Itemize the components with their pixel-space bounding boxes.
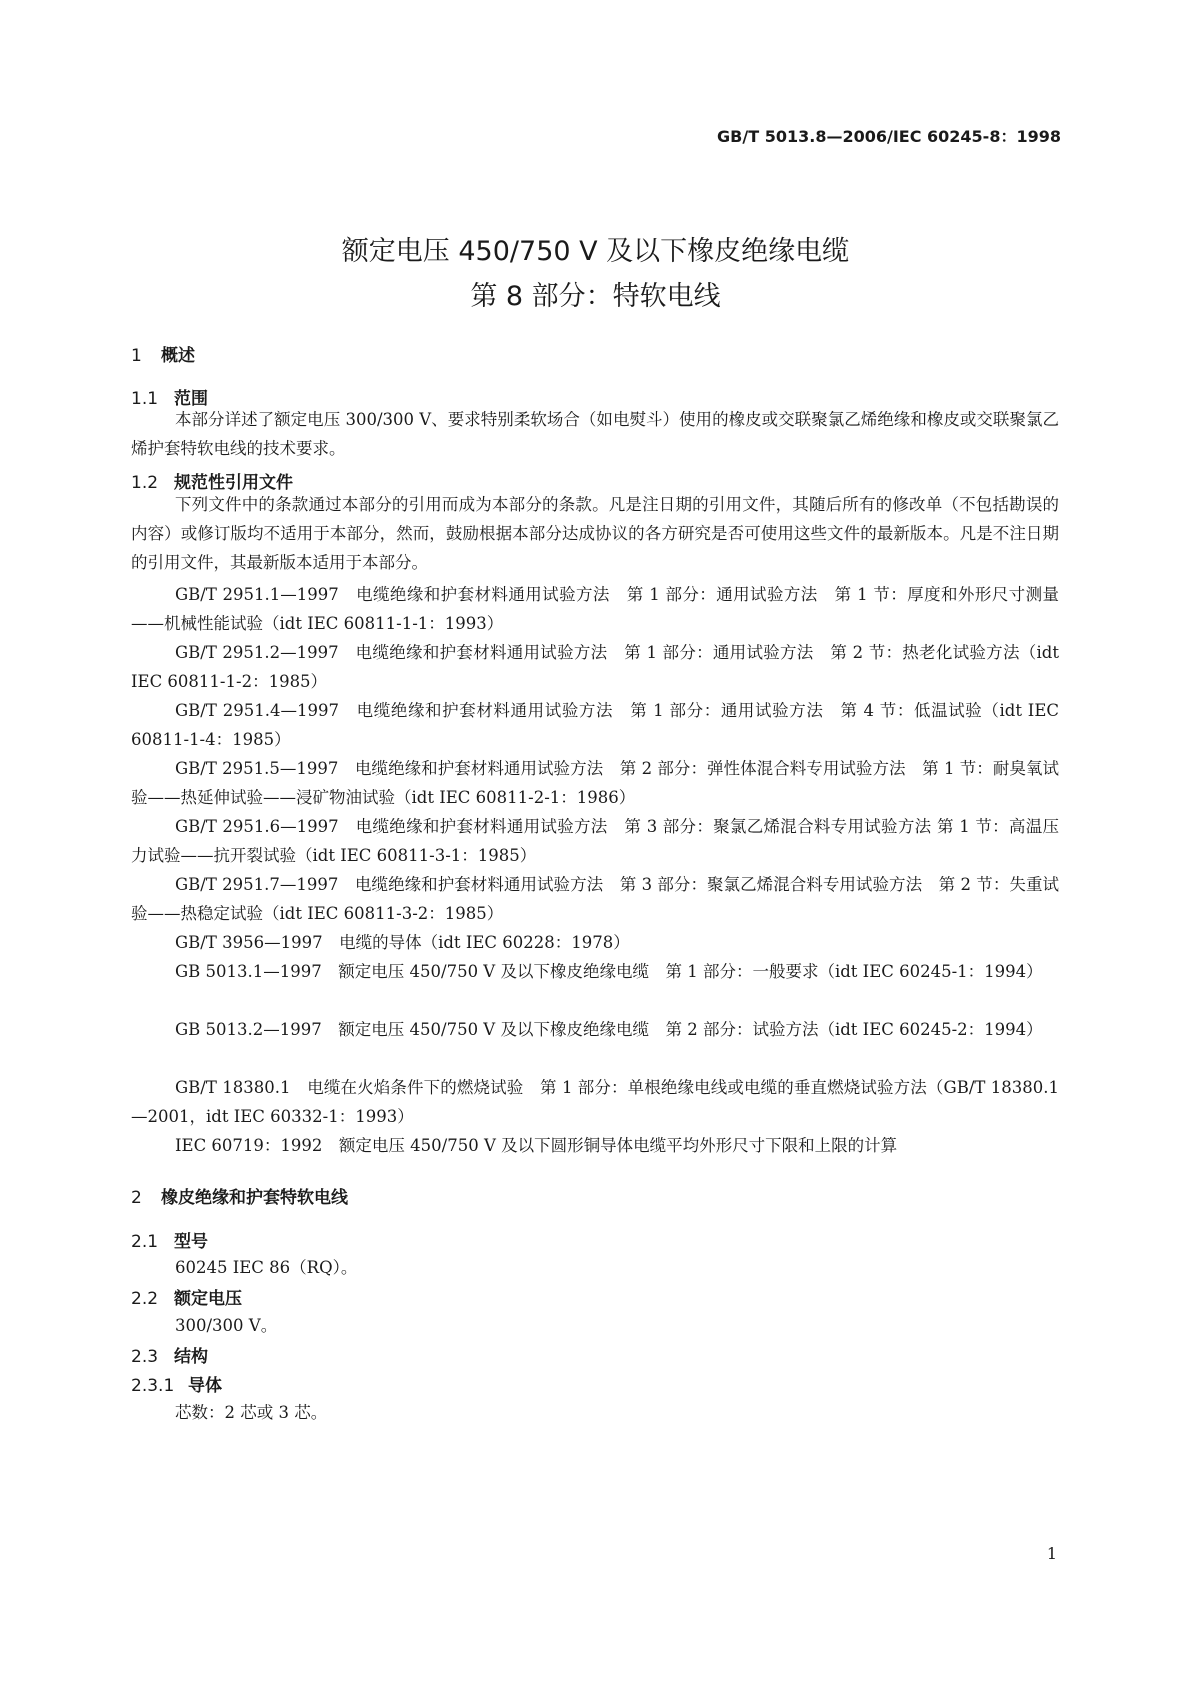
section-title: 规范性引用文件 [174,473,293,493]
reference-item: GB/T 3956—1997 电缆的导体（idt IEC 60228：1978） [175,933,630,952]
reference-item: GB 5013.2—1997 额定电压 450/750 V 及以下橡皮绝缘电缆 第 2 部分：试验方法（idt IEC 60245-2：1994） [175,1020,1043,1039]
section-number: 1.2 [131,473,159,493]
document-subtitle: 第 8 部分：特软电线 [470,281,721,312]
reference-item: GB 5013.1—1997 额定电压 450/750 V 及以下橡皮绝缘电缆 第 1 部分：一般要求（idt IEC 60245-1：1994） [175,962,1043,981]
reference-item: GB/T 2951.2—1997 电缆绝缘和护套材料通用试验方法 第 1 部分：通用试验方法 第 2 节：热老化试验方法（idt IEC 60811-1-2：1985） [131,643,1059,691]
standard-number: GB/T 5013.8—2006/IEC 60245-8：1998 [717,127,1061,146]
section-number: 2.2 [131,1289,159,1309]
reference-item: GB/T 2951.7—1997 电缆绝缘和护套材料通用试验方法 第 3 部分：聚氯乙烯混合料专用试验方法 第 2 节：失重试验——热稳定试验（idt IEC 60811-3-2：1985） [131,875,1059,923]
section-title: 橡皮绝缘和护套特软电线 [161,1188,348,1208]
section-heading-1 [131,341,195,366]
section-heading-2-1 [131,1227,208,1252]
reference-item: IEC 60719：1992 额定电压 450/750 V 及以下圆形铜导体电缆平均外形尺寸下限和上限的计算 [175,1136,898,1155]
section-title: 型号 [174,1232,208,1252]
section-title: 导体 [188,1376,222,1396]
reference-item: GB/T 2951.6—1997 电缆绝缘和护套材料通用试验方法 第 3 部分：聚氯乙烯混合料专用试验方法 第 1 节：高温压力试验——抗开裂试验（idt IEC 60811-3-1：1985） [131,817,1059,865]
conductor-cores-text: 芯数：2 芯或 3 芯。 [175,1403,328,1422]
scope-paragraph: 本部分详述了额定电压 300/300 V、要求特别柔软场合（如电熨斗）使用的橡皮或交联聚氯乙烯绝缘和橡皮或交联聚氯乙烯护套特软电线的技术要求。 [131,410,1059,458]
reference-item: GB/T 2951.1—1997 电缆绝缘和护套材料通用试验方法 第 1 部分：通用试验方法 第 1 节：厚度和外形尺寸测量——机械性能试验（idt IEC 60811-1-1：1993） [131,585,1059,633]
section-number: 1.1 [131,389,159,409]
section-heading-2 [131,1183,348,1208]
section-number: 2 [131,1188,142,1208]
reference-item: GB/T 2951.4—1997 电缆绝缘和护套材料通用试验方法 第 1 部分：通用试验方法 第 4 节：低温试验（idt IEC 60811-1-4：1985） [131,701,1059,749]
rated-voltage-text: 300/300 V。 [175,1316,278,1335]
section-number: 1 [131,346,142,366]
reference-item: GB/T 18380.1 电缆在火焰条件下的燃烧试验 第 1 部分：单根绝缘电线或电缆的垂直燃烧试验方法（GB/T 18380.1—2001，idt IEC 60332-1：1993） [131,1078,1059,1126]
section-heading-2-3-1 [131,1371,222,1396]
section-heading-2-2 [131,1284,242,1309]
section-number: 2.1 [131,1232,159,1252]
section-number: 2.3 [131,1347,159,1367]
section-title: 范围 [174,389,208,409]
model-text: 60245 IEC 86（RQ）。 [175,1258,358,1277]
references-intro-paragraph: 下列文件中的条款通过本部分的引用而成为本部分的条款。凡是注日期的引用文件，其随后所有的修改单（不包括勘误的内容）或修订版均不适用于本部分，然而，鼓励根据本部分达成协议的各方研究是否可使用这些文件的最新版本。凡是不注日期的引用文件，其最新版本适用于本部分。 [131,495,1059,572]
page-number: 1 [1046,1544,1057,1563]
section-number: 2.3.1 [131,1376,175,1396]
reference-item: GB/T 2951.5—1997 电缆绝缘和护套材料通用试验方法 第 2 部分：弹性体混合料专用试验方法 第 1 节：耐臭氧试验——热延伸试验——浸矿物油试验（idt IEC 60811-2-1：1986） [131,759,1059,807]
document-title: 额定电压 450/750 V 及以下橡皮绝缘电缆 [341,236,850,267]
section-heading-2-3 [131,1342,208,1367]
section-title: 额定电压 [174,1289,242,1309]
section-title: 概述 [161,346,195,366]
section-title: 结构 [174,1347,208,1367]
